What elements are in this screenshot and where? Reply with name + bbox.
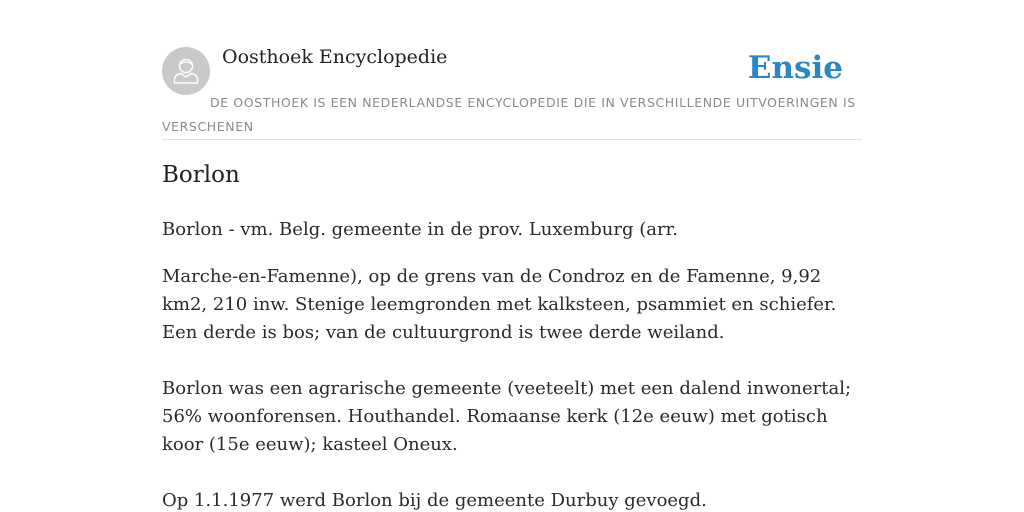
- user-icon: [162, 47, 210, 95]
- site-title[interactable]: Oosthoek Encyclopedie: [222, 46, 448, 68]
- brand-logo[interactable]: Ensie: [747, 50, 843, 86]
- article-paragraph: Op 1.1.1977 werd Borlon bij de gemeente Durbuy gevoegd.: [162, 490, 707, 511]
- article-paragraph: Marche-en-Famenne), op de grens van de Condroz en de Famenne, 9,92 km2, 210 inw. Stenige leemgronden met kalksteen, psammiet en schiefer. Een derde is bos; van de cultuurgrond is twee derde weiland.: [162, 266, 837, 343]
- article-paragraph: Borlon was een agrarische gemeente (veeteelt) met een dalend inwonertal; 56% woonforensen. Houthandel. Romaanse kerk (12e eeuw) met gotisch koor (15e eeuw); kasteel Oneux.: [162, 378, 852, 455]
- article-paragraph: Borlon - vm. Belg. gemeente in de prov. Luxemburg (arr.: [162, 219, 678, 240]
- page-title: Borlon: [162, 162, 240, 188]
- avatar[interactable]: [162, 47, 210, 95]
- header-divider: [162, 139, 862, 140]
- site-tagline: DE OOSTHOEK IS EEN NEDERLANDSE ENCYCLOPEDIE DIE IN VERSCHILLENDE UITVOERINGEN IS VERSCHENEN: [162, 95, 856, 134]
